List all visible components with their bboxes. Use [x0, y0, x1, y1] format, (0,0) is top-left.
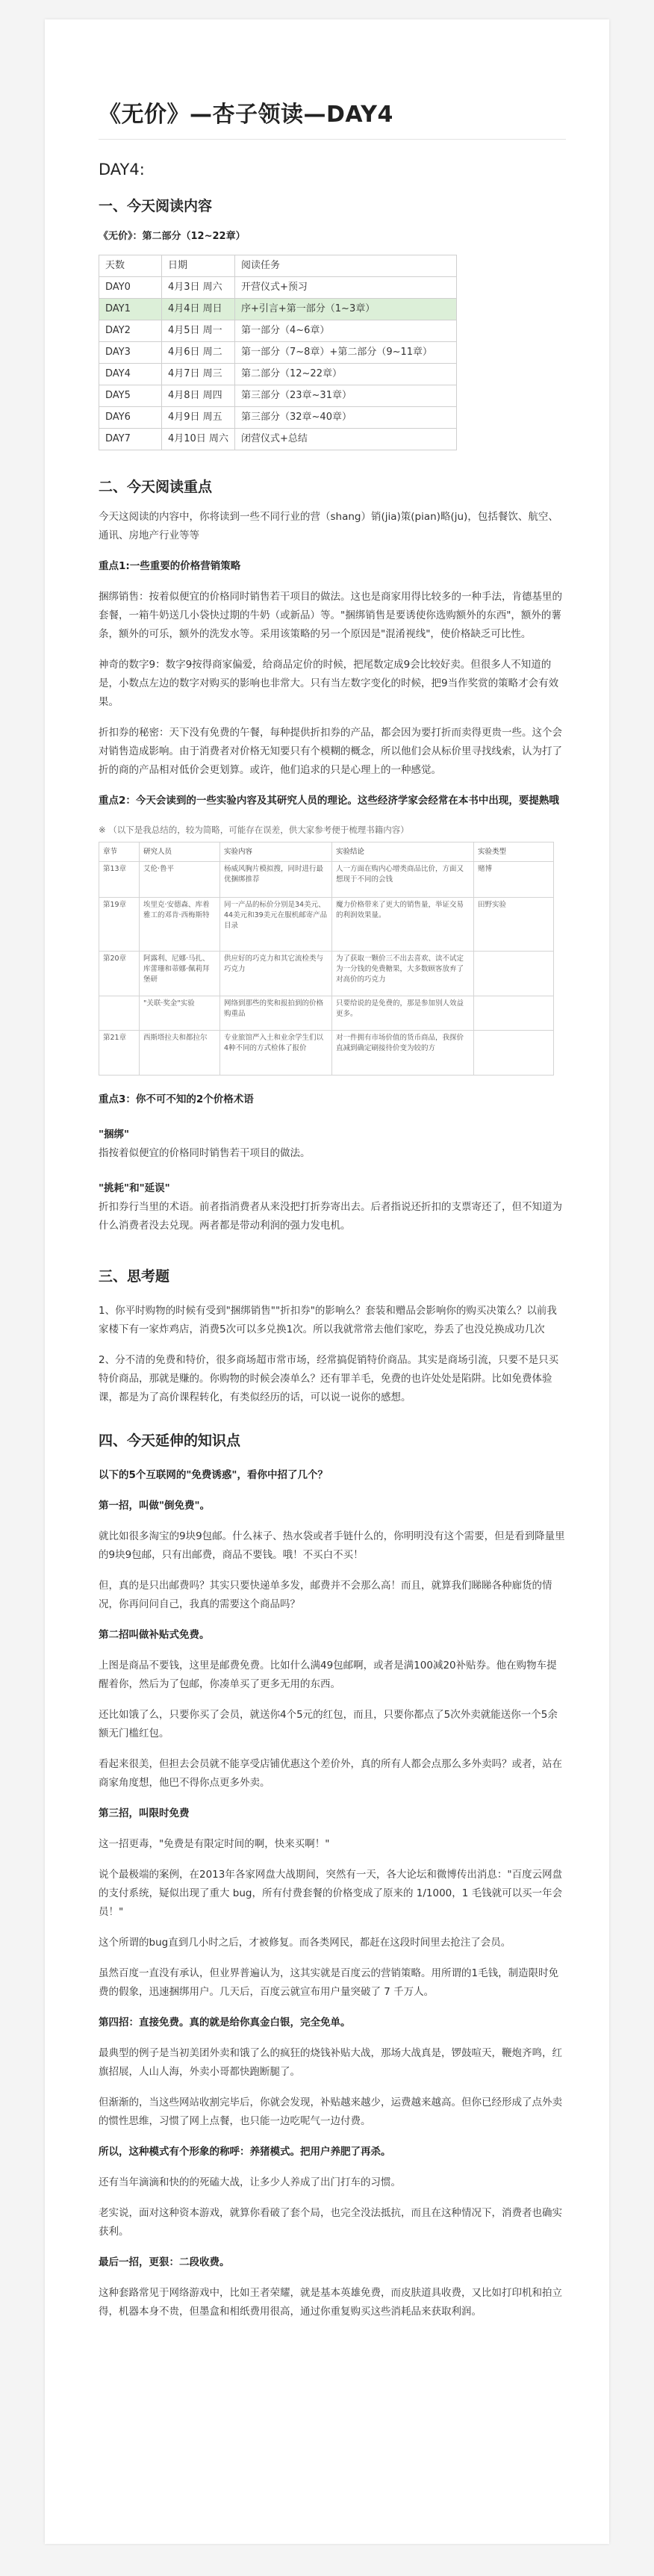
table-cell: 阿露利、尼娜·马扎、库蕾珊和蒂娜·佩莉拜堡研: [140, 952, 220, 996]
table-cell: 4月8日 周四: [162, 385, 235, 407]
table-header-row: [99, 842, 554, 862]
table-cell: 4月7日 周三: [162, 364, 235, 385]
table-cell: 闭营仪式+总结: [235, 429, 457, 450]
table-cell: 第19章: [99, 898, 140, 952]
strategy-title: 最后一招，更狠：二段收费。: [99, 2256, 230, 2268]
document-page: [45, 19, 609, 2544]
term2-text: 折扣券行当里的术语。前者指消费者从来没把打折券寄出去。后者指说还折扣的支票寄还了，但不知道为什么消费者没去兑现。两者都是带动利润的强力发电机。: [99, 1201, 562, 1232]
strategy-title: 第四招：直接免费。真的就是给你真金白银，完全免单。: [99, 2017, 351, 2029]
strategy-paragraph: 老实说，面对这种资本游戏，就算你看破了套个局，也完全没法抵抗，而且在这种情况下，消费者也确实获利。: [99, 2207, 562, 2238]
table-cell: DAY4: [99, 364, 162, 385]
table-header-cell: 天数: [99, 255, 162, 277]
research-note: ※ （以下是我总结的，较为简略，可能存在误差，供大家参考便于梳理书籍内容）: [99, 822, 566, 837]
table-row: [99, 364, 457, 385]
table-cell: 供应好的巧克力和其它流检类与巧克力: [220, 952, 332, 996]
strategy-paragraph: 看起来很美，但担去会员就不能享受店铺优惠这个差价外，真的所有人都会点那么多外卖吗？或者，站在商家角度想，他巴不得你点更多外卖。: [99, 1758, 562, 1789]
strategy-paragraph: 但，真的是只出邮费吗？其实只要快递单多发，邮费并不会那么高！而且，就算我们睇睇各种廊货的情况，你再问问自己，我真的需要这个商品吗？: [99, 1580, 552, 1610]
table-cell: 埃里克·安德森、库着雅工的邓肯·西梅斯特: [140, 898, 220, 952]
table-header-cell: 实验结论: [332, 842, 474, 862]
table-row: [99, 996, 554, 1031]
table-cell: "关联·奖金"实验: [140, 996, 220, 1031]
table-cell: DAY2: [99, 320, 162, 342]
term2-title: "挑耗"和"延误": [99, 1182, 170, 1194]
table-cell: 人一方面在购内心增类商品比价，方面又想现于不同的会钱: [332, 862, 474, 898]
research-table: [99, 842, 554, 1076]
point1-paragraph: 折扣券的秘密：天下没有免费的午餐，每种提供折扣券的产品，都会因为要打折而卖得更贵一些。这个会对销售造成影响。由于消费者对价格无知要只有个模糊的概念，所以他们会从标价里寻找线索，认为打了折的商的产品相对低价会更划算。或许，他们追求的只是心理上的一种感觉。: [99, 727, 562, 776]
point2-title: 重点2：今天会读到的一些实验内容及其研究人员的理论。这些经济学家会经常在本书中出现，要提熟哦: [99, 795, 559, 807]
table-cell: [474, 996, 554, 1031]
term1-title: "捆绑": [99, 1129, 130, 1140]
term1-text: 指按着似便宜的价格同时销售若干项目的做法。: [99, 1147, 311, 1159]
table-cell: 4月9日 周五: [162, 407, 235, 429]
table-cell: 为了获取一颗价三不出去喜欢、读不试定为一分钱的免费糖果，大多数顾客放弃了对高价的巧克力: [332, 952, 474, 996]
table-header-cell: 阅读任务: [235, 255, 457, 277]
table-cell: 序+引言+第一部分（1~3章）: [235, 299, 457, 320]
table-cell: 4月4日 周日: [162, 299, 235, 320]
table-cell: 专业旅馆严入土和业余学生们以4种不同的方式检体了报价: [220, 1031, 332, 1076]
table-header-cell: 日期: [162, 255, 235, 277]
table-cell: 杨威风胸片模拟搜，同时进行最优捆绑推荐: [220, 862, 332, 898]
table-header-cell: 章节: [99, 842, 140, 862]
table-cell: DAY0: [99, 277, 162, 299]
strategy-paragraph: 虽然百度一直没有承认，但业界普遍认为，这其实就是百度云的营销策略。用所谓的1毛钱，制造限时免费的假象，迅速捆绑用户。几天后，百度云就宣布用户量突破了 7 千万人。: [99, 1967, 559, 1998]
table-header-row: [99, 255, 457, 277]
table-row: [99, 952, 554, 996]
table-row: [99, 429, 457, 450]
table-cell: 4月10日 周六: [162, 429, 235, 450]
table-cell: 第13章: [99, 862, 140, 898]
table-header-cell: 实验类型: [474, 842, 554, 862]
table-cell: 只要给说的是免费的，那是参加别人效益更多。: [332, 996, 474, 1031]
table-row-highlighted: [99, 299, 457, 320]
table-cell: 4月6日 周二: [162, 342, 235, 364]
table-cell: 网络到那些的奖和报拍到的价格购重品: [220, 996, 332, 1031]
table-cell: DAY3: [99, 342, 162, 364]
table-cell: 赌博: [474, 862, 554, 898]
strategy-title: 第二招叫做补贴式免费。: [99, 1629, 210, 1641]
table-cell: [99, 996, 140, 1031]
table-cell: 对一件拥有市场价值的货币商品，我探价直减到确定刷接待价变为较的方: [332, 1031, 474, 1076]
table-cell: [474, 1031, 554, 1076]
table-row: [99, 277, 457, 299]
reading-schedule-table: [99, 255, 457, 450]
table-cell: 魔力价格带来了更大的销售量，举证交易的利润效果量。: [332, 898, 474, 952]
section4-lead: 以下的5个互联网的"免费诱惑"，看你中招了几个？: [99, 1469, 328, 1481]
table-cell: 4月3日 周六: [162, 277, 235, 299]
table-header-cell: 研究人员: [140, 842, 220, 862]
section2-heading: 二、今天阅读重点: [99, 479, 213, 495]
strategy-title: 所以，这种模式有个形象的称呼：养猪模式。把用户养肥了再杀。: [99, 2146, 391, 2158]
table-cell: 第21章: [99, 1031, 140, 1076]
table-cell: 第20章: [99, 952, 140, 996]
table-cell: DAY7: [99, 429, 162, 450]
section4-heading: 四、今天延伸的知识点: [99, 1433, 241, 1449]
strategy-paragraph: 还有当年滴滴和快的的死磕大战，让多少人养成了出门打车的习惯。: [99, 2176, 401, 2188]
table-row: [99, 407, 457, 429]
table-cell: 艾伦·鲁平: [140, 862, 220, 898]
table-cell: 西斯塔拉夫和都拉尔: [140, 1031, 220, 1076]
table-cell: 第一部分（7~8章）+第二部分（9~11章）: [235, 342, 457, 364]
table-row: [99, 898, 554, 952]
point1-paragraph: 神奇的数字9：数字9按得商家偏爱，给商品定价的时候，把尾数定成9会比较好卖。但很多人不知道的是，小数点左边的数字对购买的影响也非常大。只有当左数字变化的时候，把9当作奖赏的策略才会有效果。: [99, 659, 559, 708]
point1-title: 重点1:一些重要的价格营销策略: [99, 560, 241, 572]
strategy-paragraph: 这一招更毒，"免费是有限定时间的啊，快来买啊！": [99, 1838, 330, 1850]
point1-paragraph: 捆绑销售：按着似便宜的价格同时销售若干项目的做法。这也是商家用得比较多的一种手法，肯德基里的套餐，一箱牛奶送几小袋快过期的牛奶（或新品）等。"捆绑销售是要诱使你选购额外的东西"，额外的薯条，额外的可乐，额外的洗发水等。采用该策略的另一个原因是"混淆视线"，使价格缺乏可比性。: [99, 591, 562, 640]
question-paragraph: 2、分不清的免费和特价，很多商场超市常市场，经常搞促销特价商品。其实是商场引流，只要不是只买特价商品，那就是赚的。你购物的时候会凑单么？还有罪羊毛，免费的也许处处是陷阱。比如免费体验课，都是为了高价课程转化，有类似经历的话，可以说一说你的感想。: [99, 1354, 559, 1403]
strategy-paragraph: 说个最极端的案例，在2013年各家网盘大战期间，突然有一天，各大论坛和微博传出消息："百度云网盘的支付系统，疑似出现了重大 bug，所有付费套餐的价格变成了原来的 1/1000，1 毛钱就可以买一年会员！": [99, 1869, 563, 1918]
section2-intro: 今天这阅读的内容中，你将读到一些不同行业的营（shang）销(jia)策(pian)略(ju)，包括餐饮、航空、通讯、房地产行业等等: [99, 511, 558, 541]
table-cell: 同一产品的标价分别是34美元、44美元和39美元在服机邮寄产品目录: [220, 898, 332, 952]
strategy-paragraph: 这个所谓的bug直到几小时之后，才被修复。而各类网民，都赶在这段时间里去抢注了会员。: [99, 1937, 511, 1949]
table-cell: 第二部分（12~22章）: [235, 364, 457, 385]
table-cell: 第一部分（4~6章）: [235, 320, 457, 342]
table-cell: DAY6: [99, 407, 162, 429]
table-cell: 4月5日 周一: [162, 320, 235, 342]
question-paragraph: 1、你平时购物的时候有受到"捆绑销售""折扣券"的影响么？套装和赠品会影响你的购买决策么？以前我家楼下有一家炸鸡店，消费5次可以多兑换1次。所以我就常常去他们家吃，券丢了也没兑换成功几次: [99, 1305, 557, 1335]
table-cell: 田野实验: [474, 898, 554, 952]
day-label: DAY4:: [99, 161, 145, 179]
section1-heading: 一、今天阅读内容: [99, 198, 213, 214]
table-row: [99, 342, 457, 364]
strategy-paragraph: 这种套路常见于网络游戏中，比如王者荣耀，就是基本英雄免费，而皮肤道具收费，又比如打印机和拍立得，机器本身不贵，但墨盒和相纸费用很高，通过你重复购买这些消耗品来获取利润。: [99, 2287, 562, 2318]
table-cell: 开营仪式+预习: [235, 277, 457, 299]
table-cell: DAY1: [99, 299, 162, 320]
table-row: [99, 862, 554, 898]
strategy-title: 第一招，叫做"倒免费"。: [99, 1500, 211, 1512]
table-cell: 第三部分（32章~40章）: [235, 407, 457, 429]
table-row: [99, 385, 457, 407]
section1-subtitle: 《无价》：第二部分（12~22章）: [99, 231, 246, 242]
table-row: [99, 1031, 554, 1076]
strategy-paragraph: 就比如很多淘宝的9块9包邮。什么袜子、热水袋或者手链什么的，你明明没有这个需要，但是看到降量里的9块9包邮，只有出邮费，商品不要钱。哦！不买白不买！: [99, 1530, 565, 1561]
strategy-paragraph: 还比如饿了么，只要你买了会员，就送你4个5元的红包，而且，只要你都点了5次外卖就能送你一个5余额无门槛红包。: [99, 1709, 558, 1739]
table-row: [99, 320, 457, 342]
strategy-paragraph: 上图是商品不要钱，这里是邮费免费。比如什么满49包邮啊，或者是满100减20补贴券。他在购物车提醒着你，然后为了包邮，你凑单买了更多无用的东西。: [99, 1660, 557, 1690]
table-cell: [474, 952, 554, 996]
table-header-cell: 实验内容: [220, 842, 332, 862]
strategy-paragraph: 最典型的例子是当初美团外卖和饿了么的疯狂的烧钱补贴大战，那场大战真是，锣鼓喧天，鞭炮齐鸣，红旗招展，人山人海，外卖小哥都快跑断腿了。: [99, 2047, 562, 2078]
page-title: 《无价》—杏子领读—DAY4: [99, 96, 566, 140]
table-cell: 第三部分（23章~31章）: [235, 385, 457, 407]
section3-heading: 三、思考题: [99, 1268, 170, 1285]
strategy-paragraph: 但渐渐的，当这些网站收割完毕后，你就会发现，补贴越来越少，运费越来越高。但你已经形成了点外卖的惯性思维，习惯了网上点餐，也只能一边吃呢气一边付费。: [99, 2097, 562, 2127]
point3-title: 重点3：你不可不知的2个价格术语: [99, 1093, 254, 1105]
table-cell: DAY5: [99, 385, 162, 407]
strategy-title: 第三招，叫限时免费: [99, 1807, 190, 1819]
